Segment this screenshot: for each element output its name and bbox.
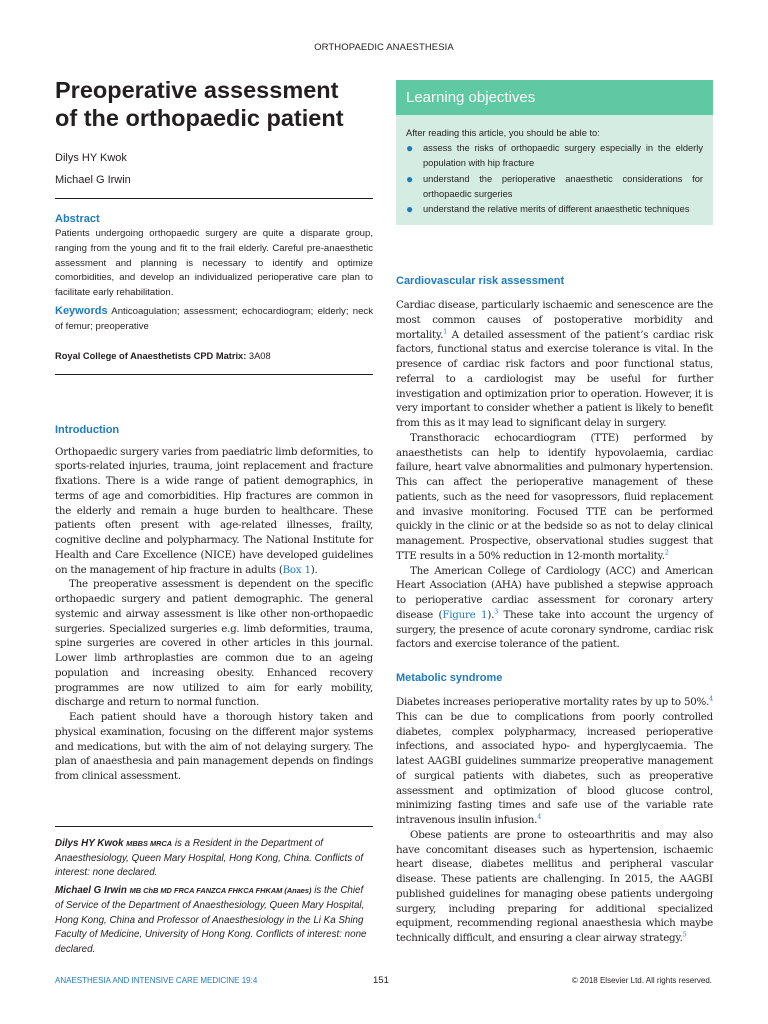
introduction-paragraph-3: Each patient should have a thorough history taken and physical examination, focusing on the different major systems and medications, but with the aim of not delaying surgery. The plan of anaesthesia and pain management depends on findings from clinical assessment. <box>55 711 373 783</box>
box-1-link[interactable]: Box 1 <box>282 563 311 576</box>
keywords-label: Keywords <box>55 304 108 317</box>
bio-1 <box>55 837 373 881</box>
reference-5[interactable]: 5 <box>682 930 687 939</box>
learning-objectives-body <box>396 115 713 225</box>
author-bios <box>55 826 373 958</box>
title-line-1: Preoperative assessment <box>55 77 339 103</box>
reference-3[interactable]: 3 <box>494 607 498 616</box>
author-2: Michael G Irwin <box>55 174 131 186</box>
cardio-p2-text: Transthoracic echocardiogram (TTE) performed by anaesthetists can help to identify hypovolaemia, cardiac failure, heart valve abnormalities and pulmonary hypertension. This can affect the perioperative management of these patients, such as the need for vasopressors, fluid replacement and invasive monitoring. Focused TTE can be performed quickly in the clinic or at the bedside so as not to delay clinical management. Prospective, observational studies suggest that TTE results in a 50% reduction in 12-month mortality. <box>396 431 713 562</box>
page-number: 151 <box>373 975 389 986</box>
bio-1-name: Dilys HY Kwok <box>55 838 124 849</box>
abstract-text: Patients undergoing orthopaedic surgery are quite a disparate group, ranging from the young and fit to the frail elderly. Careful pre-anaesthetic assessment and planning is necessary to identify and optimize comorbidities, and develop an individualized perioperative care plan to facilitate early rehabilitation. <box>55 228 373 299</box>
bio-2-name: Michael G Irwin <box>55 885 127 897</box>
learning-objectives-heading: Learning objectives <box>396 80 713 115</box>
reference-1[interactable]: 1 <box>443 327 447 336</box>
objective-text: understand the relative merits of different anaesthetic techniques <box>423 204 690 215</box>
cardio-paragraph-2 <box>396 431 713 564</box>
author-1: Dilys HY Kwok <box>55 152 127 164</box>
title-line-2: of the orthopaedic patient <box>55 105 344 131</box>
running-head: ORTHOPAEDIC ANAESTHESIA <box>314 42 454 53</box>
metabolic-p1-rest: This can be due to complications from poorly controlled diabetes, complex polypharmacy, increased perioperative infections, and associated hypo- and hyperglycaemia. The latest AAGBI guidelines summarize preoperative management of surgical patients with diabetes, such as preoperative assessment and optimization of blood glucose control, minimizing fasting times and safe use of the variable rate intravenous insulin infusion. <box>396 710 713 827</box>
metabolic-heading: Metabolic syndrome <box>396 672 503 685</box>
metabolic-paragraph-1 <box>396 695 713 828</box>
footer-journal: ANAESTHESIA AND INTENSIVE CARE MEDICINE 19:4 <box>55 976 258 985</box>
metabolic-p1-text: Diabetes increases perioperative mortality rates by up to 50%. <box>396 696 710 709</box>
objective-text: assess the risks of orthopaedic surgery especially in the elderly population with hip fracture <box>423 143 703 169</box>
introduction-heading: Introduction <box>55 423 120 436</box>
bullet-icon: ● <box>406 141 414 156</box>
cardio-p1-rest: A detailed assessment of the patient’s cardiac risk factors, functional status and exercise tolerance is vital. In the presence of cardiac risk factors and poor functional status, referral to a cardiologist may be useful for further investigation and optimization prior to operation. However, it is very important to consider whether a patient is likely to benefit from this as it may lead to significant delay in surgery. <box>396 328 713 430</box>
introduction-paragraph-2: The preoperative assessment is dependent on the specific orthopaedic surgery and patient demographic. The general systemic and airway assessment is like other non-orthopaedic surgeries. Specialized surgeries e.g. limb deformities, trauma, spine surgeries are covered in other articles in this journal. Lower limb arthroplasties are common due to an ageing population and increasing obesity. Enhanced recovery programmes are now utilized to aim for early mobility, discharge and return to normal function. <box>55 578 373 709</box>
intro-p1-text: Orthopaedic surgery varies from paediatric limb deformities, to sports-related injuries, trauma, joint replacement and fracture fixations. There is a wide range of patient demographics, in terms of age and comorbidities. Hip fractures are common in the elderly and remain a huge burden to healthcare. These patients often present with age-related illnesses, frailty, cognitive decline and polypharmacy. The National Institute for Health and Care Excellence (NICE) have developed guidelines on the management of hip fracture in adults ( <box>55 445 373 576</box>
keywords <box>55 304 373 335</box>
introduction-paragraph-1 <box>55 445 373 578</box>
reference-2[interactable]: 2 <box>664 548 669 557</box>
bio-2 <box>55 884 373 958</box>
abstract-heading: Abstract <box>55 213 100 225</box>
bullet-icon: ● <box>406 171 414 186</box>
bullet-icon: ● <box>406 202 414 217</box>
cpd-label: Royal College of Anaesthetists CPD Matrix: <box>55 350 247 361</box>
cardio-paragraph-1 <box>396 298 713 431</box>
left-column <box>55 76 373 784</box>
footer-copyright: © 2018 Elsevier Ltd. All rights reserved. <box>571 976 712 985</box>
cpd-matrix <box>55 350 373 362</box>
cardio-p1-text: Cardiac disease, particularly ischaemic and senescence are the most common causes of postoperative morbidity and mortality. <box>396 299 713 341</box>
bio-1-degrees: MBBS MRCA <box>126 839 173 848</box>
reference-4[interactable]: 4 <box>709 694 713 703</box>
figure-1-link[interactable]: Figure 1 <box>442 608 488 621</box>
bio-2-degrees: MB ChB MD FRCA FANZCA FHKCA FHKAM (Anaes) <box>129 886 312 896</box>
keywords-text: Anticoagulation; assessment; echocardiogram; elderly; neck of femur; preoperative <box>55 305 374 332</box>
list-item <box>406 172 703 202</box>
article-title <box>55 76 373 132</box>
cardio-p3-rest: These take into account the urgency of surgery, the presence of acute coronary syndrome, cardiac risk factors and exercise tolerance of the patient. <box>396 608 713 651</box>
intro-p1-end: ). <box>310 563 318 576</box>
metabolic-paragraph-2 <box>396 828 713 946</box>
cardio-paragraph-3 <box>396 564 713 653</box>
bio-2-text: is the Chief of Service of the Department of Anaesthesiology, Queen Mary Hospital, Hong Kong, China and Professor of Anaesthesiology in the Li Ka Shing Faculty of Medicine, University of Hong Kong. Conflicts of interest: none declared. <box>55 885 367 955</box>
learning-objectives-list <box>406 141 703 217</box>
bio-1-text: is a Resident in the Department of Anaesthesiology, Queen Mary Hospital, Hong Kong, China. Conflicts of interest: none declared. <box>55 838 364 879</box>
cardio-p3-close: ). <box>487 608 495 621</box>
objective-text: understand the perioperative anaesthetic considerations for orthopaedic surgeries <box>423 173 703 199</box>
cardio-p3-text: The American College of Cardiology (ACC) and American Heart Association (AHA) have published a stepwise approach to perioperative cardiac assessment for coronary artery disease ( <box>396 564 713 621</box>
learning-objectives-box <box>396 80 713 225</box>
list-item <box>406 202 703 217</box>
metabolic-p2-text: Obese patients are prone to osteoarthritis and may also have concomitant diseases such as hypertension, ischaemic heart disease, diabetes mellitus and peripheral vascular disease. These patients are challenging. In 2015, the AAGBI published guidelines for managing obese patients undergoing surgery, including preparing for additional specialized equipment, recommending regional anaesthesia which maybe technically difficult, and ensuring a clear airway strategy. <box>396 828 713 945</box>
right-column <box>396 80 713 946</box>
list-item <box>406 141 703 171</box>
learning-objectives-intro: After reading this article, you should be able to: <box>406 128 600 138</box>
reference-4b[interactable]: 4 <box>537 812 542 821</box>
cpd-value: 3A08 <box>248 350 271 361</box>
cardiovascular-heading: Cardiovascular risk assessment <box>396 275 565 288</box>
